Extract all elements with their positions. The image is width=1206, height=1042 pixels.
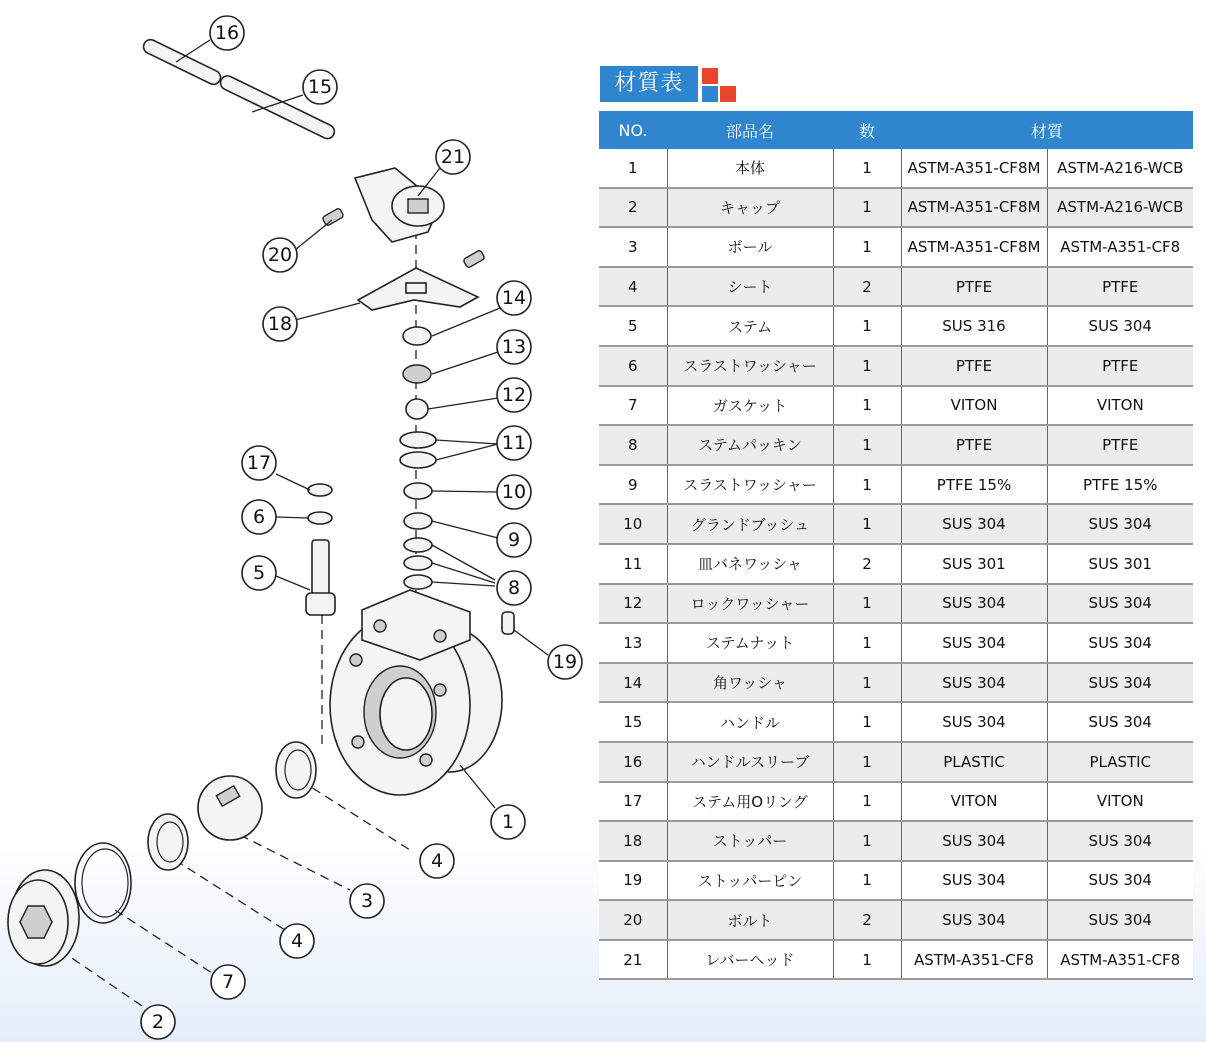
cell-material-2: SUS 304 bbox=[1047, 504, 1193, 544]
decor-square-red-top bbox=[702, 68, 718, 84]
svg-text:18: 18 bbox=[267, 313, 293, 335]
cell-no: 17 bbox=[599, 782, 667, 822]
header-no: NO. bbox=[599, 111, 667, 149]
decor-square-blue-bottom bbox=[702, 86, 718, 102]
table-row bbox=[599, 465, 1193, 505]
callout-7 bbox=[211, 965, 245, 999]
cell-no: 1 bbox=[599, 149, 667, 188]
cell-part-name: スラストワッシャー bbox=[667, 346, 833, 386]
callout-15 bbox=[303, 70, 337, 104]
cell-material-1: SUS 316 bbox=[901, 306, 1047, 346]
cell-material-2: ASTM-A216-WCB bbox=[1047, 149, 1193, 188]
cell-part-name: ステム bbox=[667, 306, 833, 346]
callout-5 bbox=[242, 556, 276, 590]
cell-qty: 1 bbox=[833, 584, 901, 624]
cell-material-2: ASTM-A351-CF8 bbox=[1047, 227, 1193, 267]
cell-material-2: SUS 304 bbox=[1047, 306, 1193, 346]
materials-title: 材質表 bbox=[600, 66, 698, 102]
table-row bbox=[599, 584, 1193, 624]
cell-material-2: SUS 301 bbox=[1047, 544, 1193, 584]
cell-material-1: SUS 304 bbox=[901, 623, 1047, 663]
cell-qty: 1 bbox=[833, 188, 901, 228]
table-row bbox=[599, 623, 1193, 663]
cell-no: 4 bbox=[599, 267, 667, 307]
cell-material-2: PTFE 15% bbox=[1047, 465, 1193, 505]
svg-text:10: 10 bbox=[501, 481, 527, 503]
header-qty: 数 bbox=[833, 111, 901, 149]
cell-no: 13 bbox=[599, 623, 667, 663]
callout-9 bbox=[497, 523, 531, 557]
cell-material-2: SUS 304 bbox=[1047, 821, 1193, 861]
cell-no: 21 bbox=[599, 940, 667, 980]
cell-material-1: SUS 304 bbox=[901, 663, 1047, 703]
cell-part-name: キャップ bbox=[667, 188, 833, 228]
cell-no: 20 bbox=[599, 900, 667, 940]
svg-text:4: 4 bbox=[290, 930, 304, 952]
cell-part-name: ハンドルスリーブ bbox=[667, 742, 833, 782]
callout-10 bbox=[497, 475, 531, 509]
cell-material-1: VITON bbox=[901, 782, 1047, 822]
materials-table bbox=[599, 111, 1193, 980]
callout-1 bbox=[491, 805, 525, 839]
stem-part bbox=[306, 484, 335, 615]
cell-qty: 1 bbox=[833, 663, 901, 703]
cell-part-name: ガスケット bbox=[667, 386, 833, 426]
cell-part-name: スラストワッシャー bbox=[667, 465, 833, 505]
table-row bbox=[599, 346, 1193, 386]
cell-material-1: PTFE bbox=[901, 267, 1047, 307]
cell-part-name: ボール bbox=[667, 227, 833, 267]
cell-qty: 1 bbox=[833, 465, 901, 505]
cell-material-1: PTFE 15% bbox=[901, 465, 1047, 505]
cell-material-1: SUS 304 bbox=[901, 821, 1047, 861]
callout-8 bbox=[497, 571, 531, 605]
cell-qty: 1 bbox=[833, 386, 901, 426]
cell-qty: 1 bbox=[833, 504, 901, 544]
cell-material-2: ASTM-A216-WCB bbox=[1047, 188, 1193, 228]
svg-text:12: 12 bbox=[501, 384, 527, 406]
cell-material-2: PTFE bbox=[1047, 267, 1193, 307]
table-row bbox=[599, 544, 1193, 584]
handle-sleeve-part bbox=[141, 37, 223, 86]
decor-square-red-bottom bbox=[720, 86, 736, 102]
svg-text:6: 6 bbox=[252, 506, 266, 528]
cell-qty: 2 bbox=[833, 544, 901, 584]
cell-no: 7 bbox=[599, 386, 667, 426]
cell-material-1: SUS 304 bbox=[901, 584, 1047, 624]
cell-material-2: SUS 304 bbox=[1047, 861, 1193, 901]
cell-part-name: 角ワッシャ bbox=[667, 663, 833, 703]
cell-material-2: SUS 304 bbox=[1047, 900, 1193, 940]
table-row bbox=[599, 227, 1193, 267]
table-row bbox=[599, 782, 1193, 822]
materials-title-block bbox=[600, 66, 740, 102]
exploded-valve-diagram bbox=[0, 0, 590, 1042]
header-material: 材質 bbox=[901, 111, 1193, 149]
svg-text:8: 8 bbox=[507, 577, 521, 599]
cell-no: 10 bbox=[599, 504, 667, 544]
cell-qty: 1 bbox=[833, 425, 901, 465]
cell-qty: 1 bbox=[833, 702, 901, 742]
cell-qty: 1 bbox=[833, 346, 901, 386]
cell-qty: 2 bbox=[833, 267, 901, 307]
callout-2 bbox=[141, 1005, 175, 1039]
svg-text:2: 2 bbox=[151, 1011, 165, 1033]
ball-part bbox=[198, 776, 262, 840]
cell-no: 5 bbox=[599, 306, 667, 346]
cell-material-2: ASTM-A351-CF8 bbox=[1047, 940, 1193, 980]
cell-no: 14 bbox=[599, 663, 667, 703]
svg-text:19: 19 bbox=[552, 651, 578, 673]
table-row bbox=[599, 742, 1193, 782]
svg-text:20: 20 bbox=[267, 244, 293, 266]
cell-material-2: VITON bbox=[1047, 782, 1193, 822]
cell-material-1: PLASTIC bbox=[901, 742, 1047, 782]
table-row bbox=[599, 188, 1193, 228]
cell-part-name: 皿バネワッシャ bbox=[667, 544, 833, 584]
valve-body-part bbox=[330, 590, 514, 795]
table-row bbox=[599, 425, 1193, 465]
cell-material-1: SUS 301 bbox=[901, 544, 1047, 584]
svg-text:1: 1 bbox=[501, 811, 515, 833]
callout-21 bbox=[436, 140, 470, 174]
cell-material-2: PLASTIC bbox=[1047, 742, 1193, 782]
cell-part-name: ステム用Oリング bbox=[667, 782, 833, 822]
cell-material-1: SUS 304 bbox=[901, 702, 1047, 742]
callout-19 bbox=[548, 645, 582, 679]
cell-material-2: PTFE bbox=[1047, 346, 1193, 386]
cell-material-1: SUS 304 bbox=[901, 504, 1047, 544]
cell-qty: 1 bbox=[833, 821, 901, 861]
cell-no: 19 bbox=[599, 861, 667, 901]
cell-qty: 1 bbox=[833, 623, 901, 663]
cell-part-name: ハンドル bbox=[667, 702, 833, 742]
cell-material-2: SUS 304 bbox=[1047, 663, 1193, 703]
stopper-part bbox=[358, 268, 478, 310]
cell-no: 18 bbox=[599, 821, 667, 861]
cell-qty: 1 bbox=[833, 782, 901, 822]
cell-qty: 1 bbox=[833, 940, 901, 980]
cell-material-2: SUS 304 bbox=[1047, 702, 1193, 742]
cell-material-1: VITON bbox=[901, 386, 1047, 426]
svg-text:13: 13 bbox=[501, 336, 527, 358]
cell-qty: 1 bbox=[833, 861, 901, 901]
callout-11 bbox=[497, 426, 531, 460]
cell-material-2: SUS 304 bbox=[1047, 584, 1193, 624]
cell-material-1: PTFE bbox=[901, 346, 1047, 386]
callout-4 bbox=[420, 844, 454, 878]
svg-text:11: 11 bbox=[501, 432, 527, 454]
cell-no: 9 bbox=[599, 465, 667, 505]
cell-material-2: SUS 304 bbox=[1047, 623, 1193, 663]
svg-text:3: 3 bbox=[360, 890, 374, 912]
table-row bbox=[599, 900, 1193, 940]
cell-part-name: シート bbox=[667, 267, 833, 307]
callout-16 bbox=[210, 16, 244, 50]
cell-material-2: VITON bbox=[1047, 386, 1193, 426]
table-row bbox=[599, 861, 1193, 901]
callout-13 bbox=[497, 330, 531, 364]
table-row bbox=[599, 702, 1193, 742]
cell-no: 8 bbox=[599, 425, 667, 465]
callout-14 bbox=[497, 281, 531, 315]
svg-text:21: 21 bbox=[440, 146, 466, 168]
table-body bbox=[599, 149, 1193, 979]
table-row bbox=[599, 940, 1193, 980]
cell-part-name: ステムパッキン bbox=[667, 425, 833, 465]
table-row bbox=[599, 267, 1193, 307]
cell-material-1: SUS 304 bbox=[901, 900, 1047, 940]
svg-text:17: 17 bbox=[246, 452, 272, 474]
cell-part-name: ストッパーピン bbox=[667, 861, 833, 901]
cell-material-2: PTFE bbox=[1047, 425, 1193, 465]
table-row bbox=[599, 306, 1193, 346]
table-row bbox=[599, 821, 1193, 861]
cap-part bbox=[8, 870, 79, 966]
callout-4b bbox=[280, 924, 314, 958]
table-row bbox=[599, 386, 1193, 426]
cell-material-1: PTFE bbox=[901, 425, 1047, 465]
svg-text:14: 14 bbox=[501, 287, 527, 309]
cell-qty: 1 bbox=[833, 227, 901, 267]
cell-part-name: ステムナット bbox=[667, 623, 833, 663]
cell-part-name: 本体 bbox=[667, 149, 833, 188]
svg-text:16: 16 bbox=[214, 22, 240, 44]
callout-20 bbox=[263, 238, 297, 272]
table-header-row bbox=[599, 111, 1193, 149]
callout-12 bbox=[497, 378, 531, 412]
table-row bbox=[599, 504, 1193, 544]
svg-text:9: 9 bbox=[507, 529, 521, 551]
cell-no: 2 bbox=[599, 188, 667, 228]
cell-qty: 2 bbox=[833, 900, 901, 940]
cell-part-name: ボルト bbox=[667, 900, 833, 940]
callout-6 bbox=[242, 500, 276, 534]
header-part-name: 部品名 bbox=[667, 111, 833, 149]
cell-material-1: ASTM-A351-CF8M bbox=[901, 188, 1047, 228]
svg-text:4: 4 bbox=[430, 850, 444, 872]
callout-18 bbox=[263, 307, 297, 341]
table-row bbox=[599, 149, 1193, 188]
cell-no: 15 bbox=[599, 702, 667, 742]
cell-no: 12 bbox=[599, 584, 667, 624]
cell-part-name: グランドブッシュ bbox=[667, 504, 833, 544]
cell-qty: 1 bbox=[833, 149, 901, 188]
gasket-part bbox=[75, 843, 131, 923]
cell-part-name: レバーヘッド bbox=[667, 940, 833, 980]
svg-text:7: 7 bbox=[221, 971, 235, 993]
cell-material-1: ASTM-A351-CF8 bbox=[901, 940, 1047, 980]
svg-text:5: 5 bbox=[252, 562, 266, 584]
svg-text:15: 15 bbox=[307, 76, 333, 98]
table-row bbox=[599, 663, 1193, 703]
stem-washer-stack bbox=[400, 327, 436, 589]
cell-no: 11 bbox=[599, 544, 667, 584]
callout-3 bbox=[350, 884, 384, 918]
cell-no: 6 bbox=[599, 346, 667, 386]
cell-material-1: ASTM-A351-CF8M bbox=[901, 149, 1047, 188]
cell-no: 3 bbox=[599, 227, 667, 267]
cell-no: 16 bbox=[599, 742, 667, 782]
cell-part-name: ストッパー bbox=[667, 821, 833, 861]
cell-material-1: ASTM-A351-CF8M bbox=[901, 227, 1047, 267]
cell-part-name: ロックワッシャー bbox=[667, 584, 833, 624]
cell-material-1: SUS 304 bbox=[901, 861, 1047, 901]
cell-qty: 1 bbox=[833, 742, 901, 782]
callout-17 bbox=[242, 446, 276, 480]
cell-qty: 1 bbox=[833, 306, 901, 346]
